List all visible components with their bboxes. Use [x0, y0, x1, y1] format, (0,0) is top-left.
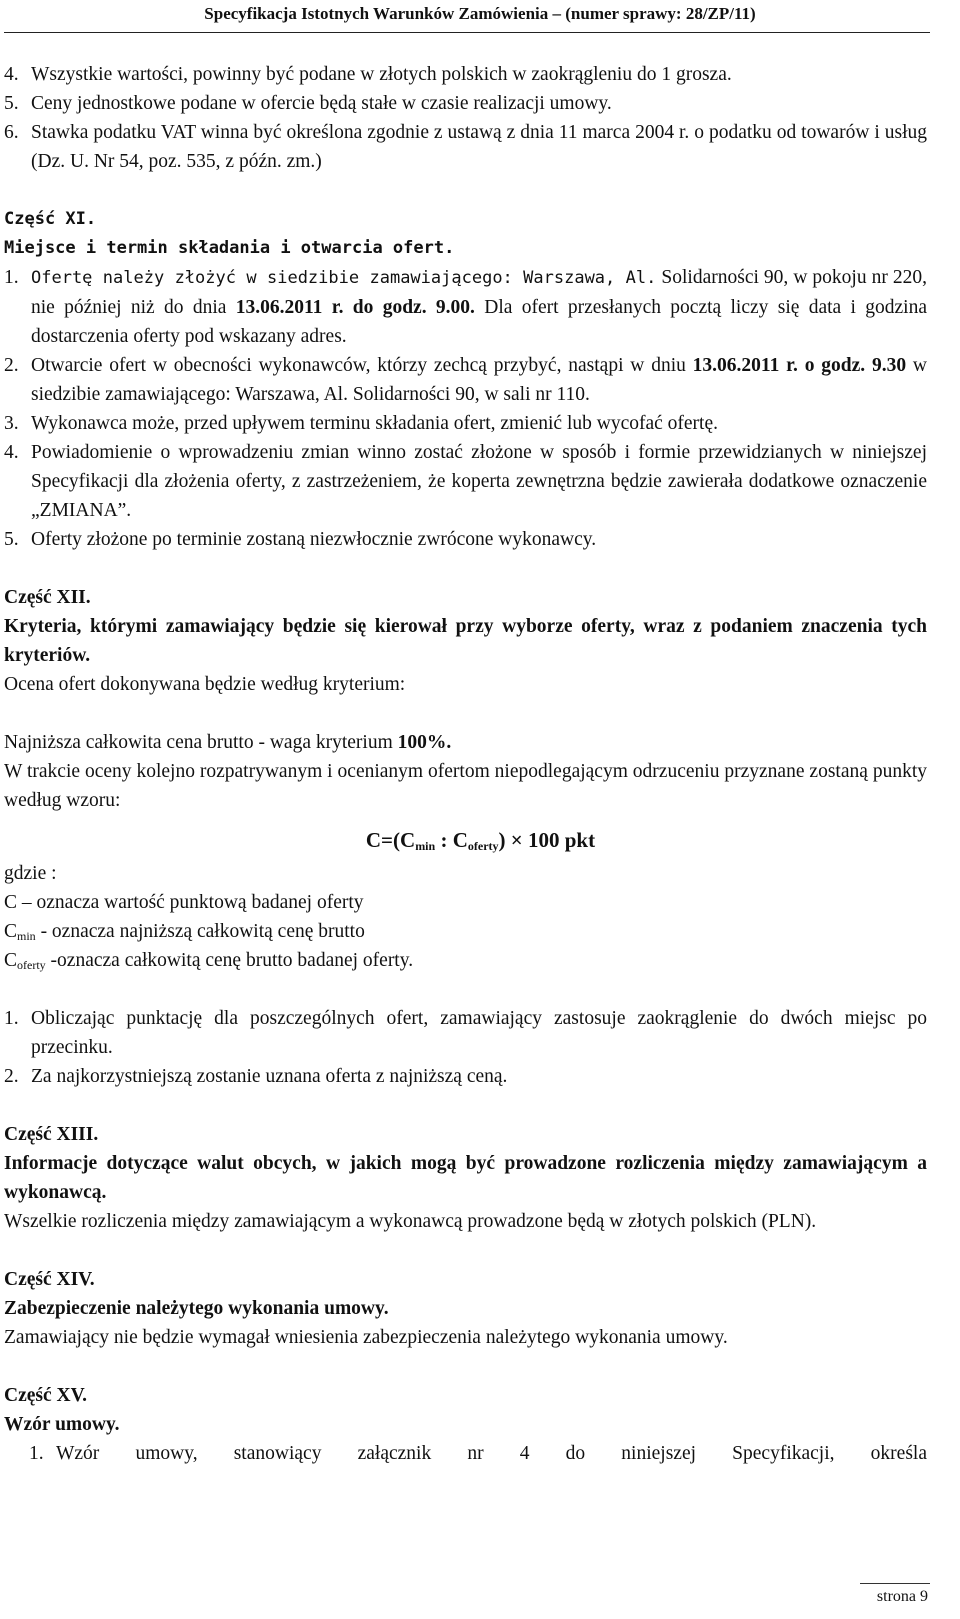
- footer-rule: [860, 1583, 930, 1584]
- list-number: 1.: [29, 1443, 44, 1464]
- list-text: Wykonawca może, przed upływem terminu składania ofert, zmienić lub wycofać ofertę.: [31, 413, 719, 434]
- list-text: Stawka podatku VAT winna być określona zgodnie z ustawą z dnia 11 marca 2004 r. o podatku od towarów i usług (Dz. U. Nr 54, poz. 535, z późn. zm.): [31, 122, 927, 172]
- paragraph: Wszelkie rozliczenia między zamawiającym a wykonawcą prowadzone będą w złotych polskich (PLN).: [4, 1211, 817, 1232]
- list-text: Otwarcie ofert w obecności wykonawców, którzy zechcą przybyć, nastąpi w dniu 13.06.2011 r. o godz. 9.30 w siedzibie zamawiającego: Warszawa, Al. Solidarności 90, w sali nr 110.: [31, 355, 927, 405]
- section-label-xii: Część XII.: [4, 587, 91, 608]
- paragraph: gdzie :: [4, 863, 57, 884]
- list-number: 1.: [4, 267, 19, 288]
- section-label-xv: Część XV.: [4, 1385, 88, 1406]
- section-title-xi: Miejsce i termin składania i otwarcia ofert.: [4, 238, 455, 258]
- list-number: 5.: [4, 529, 19, 550]
- list-text: Za najkorzystniejszą zostanie uznana oferta z najniższą ceną.: [31, 1066, 508, 1087]
- definition: C – oznacza wartość punktową badanej oferty: [4, 892, 364, 913]
- definition: $C_{oferty}$ -oznacza całkowitą cenę brutto badanej oferty.: [4, 950, 414, 972]
- section-label-xi: Część XI.: [4, 209, 97, 229]
- list-item: [4, 438, 927, 525]
- list-text: Ceny jednostkowe podane w ofercie będą stałe w czasie realizacji umowy.: [31, 93, 612, 114]
- header-rule: [4, 32, 930, 33]
- list-number: 4.: [4, 442, 19, 463]
- score-formula: $C=(C_{min}$ : $C_{oferty}) \times 100$ pkt: [365, 828, 596, 853]
- paragraph: Najniższa całkowita cena brutto - waga kryterium 100%.: [4, 732, 452, 753]
- list-text: Ofertę należy złożyć w siedzibie zamawiającego: Warszawa, Al. Solidarności 90, w pokoju nr 220, nie później niż do dnia 13.06.2011 r. do godz. 9.00. Dla ofert przesłanych pocztą liczy się data i godzina dostarczenia oferty pod wskazany adres.: [31, 267, 928, 347]
- list-text: Powiadomienie o wprowadzeniu zmian winno zostać złożone w sposób i formie przewidzianych w niniejszej Specyfikacji dla złożenia oferty, z zastrzeżeniem, że koperta zewnętrzna będzie zawierała dodatkowe oznaczenie „ZMIANA”.: [31, 442, 927, 521]
- list-item: [4, 1004, 927, 1062]
- list-item: [4, 263, 927, 351]
- page-header: Specyfikacja Istotnych Warunków Zamówienia – (numer sprawy: 28/ZP/11): [204, 4, 756, 23]
- list-text: Wzór umowy, stanowiący załącznik nr 4 do niniejszej Specyfikacji, określa: [56, 1443, 927, 1464]
- definition: $C_{min}$ - oznacza najniższą całkowitą cenę brutto: [4, 921, 365, 943]
- section-title-xiv: Zabezpieczenie należytego wykonania umowy.: [4, 1298, 389, 1319]
- list-text: Wszystkie wartości, powinny być podane w złotych polskich w zaokrągleniu do 1 grosza.: [31, 64, 732, 85]
- section-title-xii: Kryteria, którymi zamawiający będzie się kierował przy wyborze oferty, wraz z podaniem znaczenia tych kryteriów.: [4, 616, 927, 666]
- list-number: 5.: [4, 93, 19, 114]
- section-label-xiii: Część XIII.: [4, 1124, 99, 1145]
- page-number: strona 9: [876, 1588, 928, 1605]
- list-number: 4.: [4, 64, 19, 85]
- list-number: 6.: [4, 122, 19, 143]
- section-title-xiii: Informacje dotyczące walut obcych, w jakich mogą być prowadzone rozliczenia między zamawiającym a wykonawcą.: [4, 1153, 927, 1203]
- list-item: [4, 525, 927, 554]
- list-item: [4, 1062, 927, 1091]
- list-text: Obliczając punktację dla poszczególnych ofert, zamawiający zastosuje zaokrąglenie do dwóch miejsc po przecinku.: [31, 1008, 927, 1058]
- list-number: 2.: [4, 355, 19, 376]
- section-label-xiv: Część XIV.: [4, 1269, 95, 1290]
- list-item: [4, 1439, 927, 1468]
- list-item: [4, 409, 927, 438]
- list-item: [4, 89, 927, 118]
- list-number: 3.: [4, 413, 19, 434]
- list-item: [4, 351, 927, 409]
- list-text: Oferty złożone po terminie zostaną niezwłocznie zwrócone wykonawcy.: [31, 529, 597, 550]
- list-item: [4, 118, 927, 176]
- list-number: 2.: [4, 1066, 19, 1087]
- paragraph: W trakcie oceny kolejno rozpatrywanym i ocenianym ofertom niepodlegającym odrzuceniu przyznane zostaną punkty według wzoru:: [4, 761, 927, 811]
- section-title-xv: Wzór umowy.: [4, 1414, 120, 1435]
- document-body: [4, 60, 927, 1468]
- list-item: [4, 60, 927, 89]
- paragraph: Zamawiający nie będzie wymagał wniesienia zabezpieczenia należytego wykonania umowy.: [4, 1327, 728, 1348]
- list-number: 1.: [4, 1008, 19, 1029]
- paragraph: Ocena ofert dokonywana będzie według kryterium:: [4, 674, 406, 695]
